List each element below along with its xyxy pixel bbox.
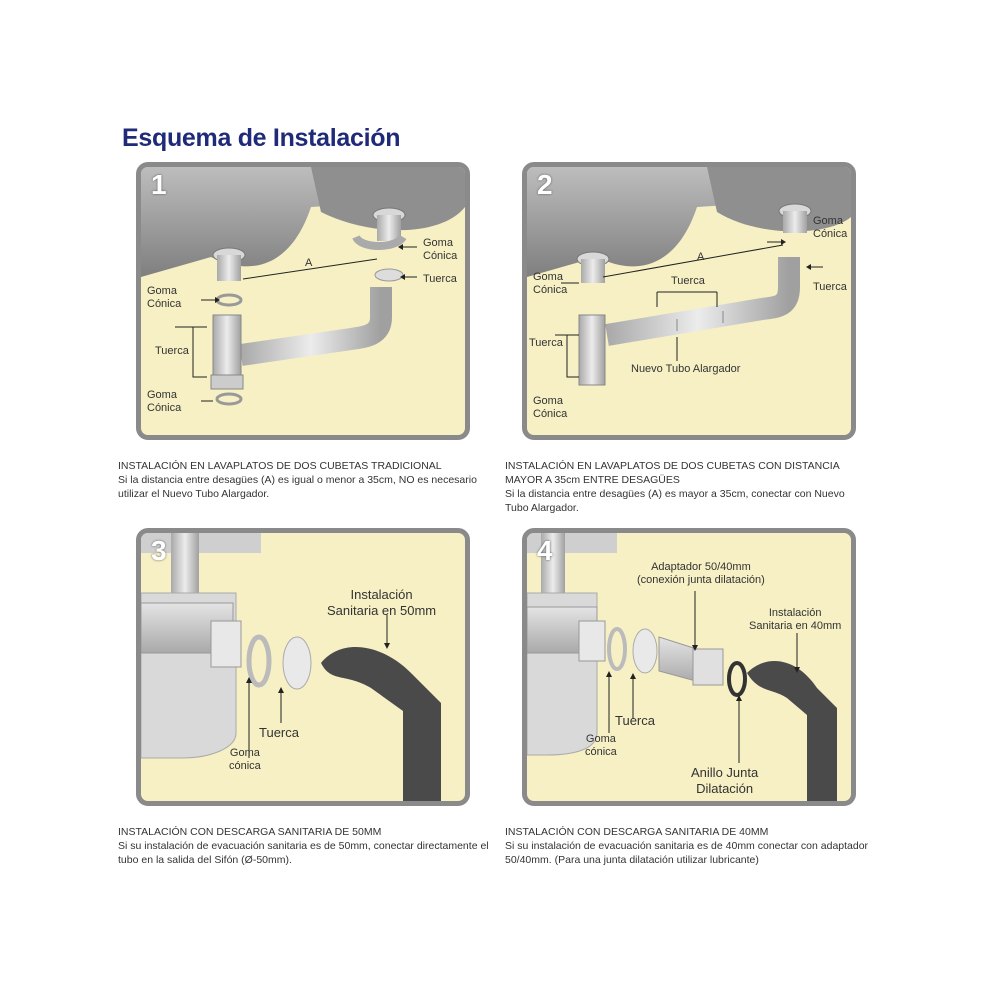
caption-panel-4 — [505, 825, 885, 867]
label-goma-conica-left: Goma Cónica — [147, 285, 182, 310]
label-instalacion: Instalación Sanitaria en 50mm — [327, 587, 437, 618]
label-adaptador: Adaptador 50/40mm (conexión junta dilatación) — [637, 561, 765, 586]
label-goma-conica-top: Goma Cónica — [423, 237, 458, 262]
panel-1-illustration — [141, 167, 465, 435]
elbow-pipe — [241, 287, 381, 355]
label-a: A — [697, 251, 705, 263]
caption-title: INSTALACIÓN EN LAVAPLATOS DE DOS CUBETAS CON DISTANCIA MAYOR A 35cm ENTRE DESAGÜES — [505, 460, 840, 486]
caption-body: Si la distancia entre desagües (A) es mayor a 35cm, conectar con Nuevo Tubo Alargador. — [505, 488, 845, 514]
label-tuerca-left: Tuerca — [529, 337, 563, 349]
panel-3-illustration — [141, 533, 465, 806]
label-goma-conica-bottom: Goma Cónica — [147, 389, 182, 414]
drain-pipe-50mm — [321, 647, 441, 806]
caption-body: Si la distancia entre desagües (A) es igual o menor a 35cm, NO es necesario utilizar el Nuevo Tubo Alargador. — [118, 474, 477, 500]
caption-body: Si su instalación de evacuación sanitaria es de 40mm conectar con adaptador 50/40mm. (Para una junta dilatación utilizar lubricante) — [505, 840, 869, 866]
label-instalacion: Instalación Sanitaria en 40mm — [749, 607, 842, 632]
label-tuerca-left: Tuerca — [155, 345, 189, 357]
label-tuerca-top: Tuerca — [423, 273, 457, 285]
panel-number: 3 — [151, 535, 167, 566]
label-tuerca: Tuerca — [615, 713, 655, 728]
panel-1 — [136, 162, 470, 440]
anillo-junta-ring — [729, 663, 745, 695]
caption-body: Si su instalación de evacuación sanitaria es de 50mm, conectar directamente el tubo en la salida del Sifón (Ø-50mm). — [118, 840, 489, 866]
panel-2 — [522, 162, 856, 440]
label-goma-conica-left: Goma Cónica — [533, 271, 568, 296]
label-nuevo-tubo: Nuevo Tubo Alargador — [631, 363, 741, 375]
panel-number: 1 — [151, 169, 167, 200]
label-tuerca-mid: Tuerca — [671, 275, 705, 287]
label-goma-conica-bottom: Goma Cónica — [533, 395, 568, 420]
panel-3 — [136, 528, 470, 806]
caption-title: INSTALACIÓN CON DESCARGA SANITARIA DE 40MM — [505, 826, 769, 838]
panel-number: 2 — [537, 169, 553, 200]
drain-pipe-40mm — [747, 661, 837, 806]
label-a: A — [305, 257, 313, 269]
label-goma: Goma cónica — [229, 747, 261, 772]
tuerca-nut — [283, 637, 311, 689]
caption-title: INSTALACIÓN EN LAVAPLATOS DE DOS CUBETAS TRADICIONAL — [118, 460, 442, 472]
caption-title: INSTALACIÓN CON DESCARGA SANITARIA DE 50MM — [118, 826, 382, 838]
label-tuerca-right: Tuerca — [813, 281, 847, 293]
caption-panel-1 — [118, 459, 492, 501]
page-title: Esquema de Instalación — [122, 124, 401, 152]
drain-right — [377, 215, 401, 241]
drain-left — [217, 255, 241, 281]
label-anillo: Anillo Junta Dilatación — [691, 765, 759, 796]
panel-number: 4 — [537, 535, 553, 566]
label-goma: Goma cónica — [585, 733, 617, 758]
label-goma-conica-top: Goma Cónica — [813, 215, 848, 240]
caption-panel-3 — [118, 825, 492, 867]
caption-panel-2 — [505, 459, 865, 515]
panel-4 — [522, 528, 856, 806]
label-tuerca: Tuerca — [259, 725, 299, 740]
goma-ring — [249, 637, 269, 685]
extension-pipe — [607, 257, 789, 335]
panel-2-illustration — [527, 167, 851, 435]
